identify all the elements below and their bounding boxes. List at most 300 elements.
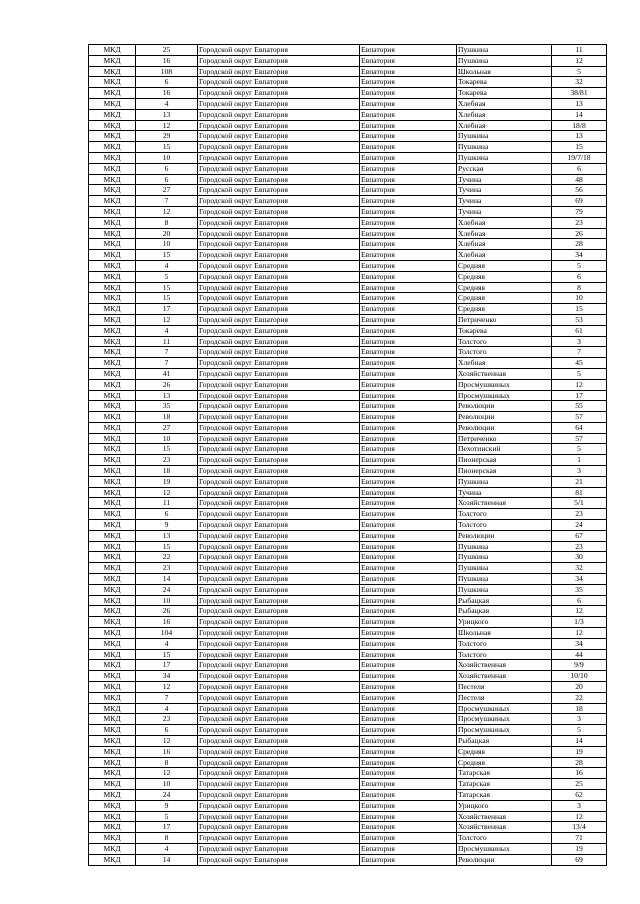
count-cell: 9: [136, 520, 198, 531]
count-cell: 6: [136, 509, 198, 520]
street-cell: Тучина: [457, 206, 552, 217]
district-cell: Городской округ Евпатория: [198, 638, 360, 649]
object-type-cell: МКД: [89, 390, 136, 401]
district-cell: Городской округ Евпатория: [198, 109, 360, 120]
street-cell: Толстого: [457, 520, 552, 531]
house-number-cell: 12: [552, 606, 607, 617]
object-type-cell: МКД: [89, 822, 136, 833]
street-cell: Средняя: [457, 282, 552, 293]
street-cell: Пушкина: [457, 131, 552, 142]
object-type-cell: МКД: [89, 854, 136, 865]
object-type-cell: МКД: [89, 509, 136, 520]
city-cell: Евпатория: [360, 314, 457, 325]
city-cell: Евпатория: [360, 833, 457, 844]
count-cell: 7: [136, 692, 198, 703]
count-cell: 7: [136, 196, 198, 207]
district-cell: Городской округ Евпатория: [198, 196, 360, 207]
city-cell: Евпатория: [360, 412, 457, 423]
count-cell: 13: [136, 390, 198, 401]
street-cell: Пушкина: [457, 152, 552, 163]
count-cell: 10: [136, 595, 198, 606]
city-cell: Евпатория: [360, 466, 457, 477]
count-cell: 23: [136, 455, 198, 466]
count-cell: 12: [136, 682, 198, 693]
count-cell: 4: [136, 638, 198, 649]
street-cell: Урицкого: [457, 800, 552, 811]
city-cell: Евпатория: [360, 509, 457, 520]
city-cell: Евпатория: [360, 768, 457, 779]
house-number-cell: 5/1: [552, 498, 607, 509]
count-cell: 6: [136, 77, 198, 88]
object-type-cell: МКД: [89, 746, 136, 757]
table-row: [89, 368, 607, 379]
object-type-cell: МКД: [89, 476, 136, 487]
count-cell: 12: [136, 314, 198, 325]
street-cell: Татарская: [457, 779, 552, 790]
count-cell: 6: [136, 725, 198, 736]
house-number-cell: 3: [552, 466, 607, 477]
district-cell: Городской округ Евпатория: [198, 422, 360, 433]
object-type-cell: МКД: [89, 131, 136, 142]
district-cell: Городской округ Евпатория: [198, 163, 360, 174]
city-cell: Евпатория: [360, 98, 457, 109]
city-cell: Евпатория: [360, 45, 457, 56]
street-cell: Пионерская: [457, 466, 552, 477]
object-type-cell: МКД: [89, 671, 136, 682]
house-number-cell: 5: [552, 66, 607, 77]
house-number-cell: 69: [552, 854, 607, 865]
count-cell: 4: [136, 843, 198, 854]
street-cell: Петриченко: [457, 433, 552, 444]
house-number-cell: 17: [552, 390, 607, 401]
table-row: [89, 530, 607, 541]
district-cell: Городской округ Евпатория: [198, 314, 360, 325]
table-row: [89, 466, 607, 477]
street-cell: Пехотинский: [457, 444, 552, 455]
street-cell: Толстого: [457, 509, 552, 520]
object-type-cell: МКД: [89, 649, 136, 660]
table-row: [89, 412, 607, 423]
city-cell: Евпатория: [360, 574, 457, 585]
count-cell: 27: [136, 185, 198, 196]
address-table: [88, 44, 607, 866]
count-cell: 29: [136, 131, 198, 142]
count-cell: 17: [136, 822, 198, 833]
count-cell: 13: [136, 530, 198, 541]
object-type-cell: МКД: [89, 250, 136, 261]
house-number-cell: 14: [552, 736, 607, 747]
street-cell: Хозяйственная: [457, 368, 552, 379]
house-number-cell: 10: [552, 293, 607, 304]
object-type-cell: МКД: [89, 455, 136, 466]
city-cell: Евпатория: [360, 379, 457, 390]
city-cell: Евпатория: [360, 714, 457, 725]
street-cell: Толстого: [457, 649, 552, 660]
table-row: [89, 401, 607, 412]
house-number-cell: 23: [552, 217, 607, 228]
street-cell: Хозяйственная: [457, 822, 552, 833]
object-type-cell: МКД: [89, 768, 136, 779]
district-cell: Городской округ Евпатория: [198, 304, 360, 315]
count-cell: 15: [136, 250, 198, 261]
house-number-cell: 10/10: [552, 671, 607, 682]
table-row: [89, 692, 607, 703]
district-cell: Городской округ Евпатория: [198, 692, 360, 703]
street-cell: Рыбацкая: [457, 736, 552, 747]
house-number-cell: 28: [552, 239, 607, 250]
object-type-cell: МКД: [89, 77, 136, 88]
count-cell: 11: [136, 498, 198, 509]
count-cell: 12: [136, 736, 198, 747]
district-cell: Городской округ Евпатория: [198, 131, 360, 142]
city-cell: Евпатория: [360, 520, 457, 531]
street-cell: Толстого: [457, 336, 552, 347]
table-row: [89, 617, 607, 628]
city-cell: Евпатория: [360, 584, 457, 595]
district-cell: Городской округ Евпатория: [198, 854, 360, 865]
district-cell: Городской округ Евпатория: [198, 574, 360, 585]
district-cell: Городской округ Евпатория: [198, 800, 360, 811]
street-cell: Хлебная: [457, 217, 552, 228]
house-number-cell: 35: [552, 584, 607, 595]
street-cell: Школьная: [457, 66, 552, 77]
table-row: [89, 358, 607, 369]
object-type-cell: МКД: [89, 347, 136, 358]
city-cell: Евпатория: [360, 541, 457, 552]
district-cell: Городской округ Евпатория: [198, 55, 360, 66]
table-row: [89, 271, 607, 282]
district-cell: Городской округ Евпатория: [198, 293, 360, 304]
district-cell: Городской округ Евпатория: [198, 325, 360, 336]
city-cell: Евпатория: [360, 800, 457, 811]
district-cell: Городской округ Евпатория: [198, 617, 360, 628]
object-type-cell: МКД: [89, 66, 136, 77]
city-cell: Евпатория: [360, 142, 457, 153]
city-cell: Евпатория: [360, 131, 457, 142]
district-cell: Городской округ Евпатория: [198, 833, 360, 844]
city-cell: Евпатория: [360, 293, 457, 304]
object-type-cell: МКД: [89, 574, 136, 585]
count-cell: 10: [136, 152, 198, 163]
city-cell: Евпатория: [360, 304, 457, 315]
table-row: [89, 88, 607, 99]
street-cell: Хлебная: [457, 358, 552, 369]
house-number-cell: 19: [552, 746, 607, 757]
table-row: [89, 638, 607, 649]
count-cell: 108: [136, 66, 198, 77]
street-cell: Революции: [457, 401, 552, 412]
object-type-cell: МКД: [89, 239, 136, 250]
count-cell: 5: [136, 271, 198, 282]
object-type-cell: МКД: [89, 725, 136, 736]
table-row: [89, 811, 607, 822]
street-cell: Хлебная: [457, 109, 552, 120]
street-cell: Средняя: [457, 757, 552, 768]
city-cell: Евпатория: [360, 260, 457, 271]
table-row: [89, 163, 607, 174]
table-row: [89, 228, 607, 239]
object-type-cell: МКД: [89, 466, 136, 477]
house-number-cell: 71: [552, 833, 607, 844]
city-cell: Евпатория: [360, 401, 457, 412]
table-row: [89, 455, 607, 466]
city-cell: Евпатория: [360, 250, 457, 261]
city-cell: Евпатория: [360, 368, 457, 379]
house-number-cell: 5: [552, 368, 607, 379]
object-type-cell: МКД: [89, 498, 136, 509]
district-cell: Городской округ Евпатория: [198, 822, 360, 833]
table-row: [89, 390, 607, 401]
district-cell: Городской округ Евпатория: [198, 66, 360, 77]
street-cell: Хозяйственная: [457, 498, 552, 509]
table-row: [89, 109, 607, 120]
house-number-cell: 62: [552, 789, 607, 800]
street-cell: Тучина: [457, 487, 552, 498]
count-cell: 41: [136, 368, 198, 379]
count-cell: 19: [136, 476, 198, 487]
street-cell: Пушкина: [457, 563, 552, 574]
district-cell: Городской округ Евпатория: [198, 282, 360, 293]
district-cell: Городской округ Евпатория: [198, 714, 360, 725]
object-type-cell: МКД: [89, 45, 136, 56]
table-row: [89, 98, 607, 109]
count-cell: 24: [136, 584, 198, 595]
house-number-cell: 57: [552, 433, 607, 444]
table-row: [89, 574, 607, 585]
district-cell: Городской округ Евпатория: [198, 174, 360, 185]
city-cell: Евпатория: [360, 628, 457, 639]
object-type-cell: МКД: [89, 606, 136, 617]
house-number-cell: 48: [552, 174, 607, 185]
count-cell: 20: [136, 228, 198, 239]
table-row: [89, 120, 607, 131]
table-row: [89, 779, 607, 790]
street-cell: Просмушкиных: [457, 725, 552, 736]
street-cell: Тучина: [457, 174, 552, 185]
district-cell: Городской округ Евпатория: [198, 444, 360, 455]
count-cell: 15: [136, 649, 198, 660]
street-cell: Пушкина: [457, 541, 552, 552]
table-row: [89, 347, 607, 358]
object-type-cell: МКД: [89, 163, 136, 174]
count-cell: 12: [136, 206, 198, 217]
street-cell: Татарская: [457, 789, 552, 800]
city-cell: Евпатория: [360, 239, 457, 250]
house-number-cell: 6: [552, 271, 607, 282]
table-row: [89, 206, 607, 217]
count-cell: 35: [136, 401, 198, 412]
table-row: [89, 487, 607, 498]
object-type-cell: МКД: [89, 811, 136, 822]
city-cell: Евпатория: [360, 206, 457, 217]
city-cell: Евпатория: [360, 347, 457, 358]
object-type-cell: МКД: [89, 789, 136, 800]
object-type-cell: МКД: [89, 368, 136, 379]
street-cell: Пушкина: [457, 584, 552, 595]
house-number-cell: 12: [552, 628, 607, 639]
district-cell: Городской округ Евпатория: [198, 401, 360, 412]
house-number-cell: 81: [552, 487, 607, 498]
table-row: [89, 789, 607, 800]
street-cell: Пушкина: [457, 142, 552, 153]
house-number-cell: 13/4: [552, 822, 607, 833]
object-type-cell: МКД: [89, 584, 136, 595]
count-cell: 10: [136, 433, 198, 444]
house-number-cell: 3: [552, 336, 607, 347]
count-cell: 22: [136, 552, 198, 563]
district-cell: Городской округ Евпатория: [198, 412, 360, 423]
table-row: [89, 260, 607, 271]
city-cell: Евпатория: [360, 282, 457, 293]
table-row: [89, 142, 607, 153]
count-cell: 6: [136, 163, 198, 174]
city-cell: Евпатория: [360, 595, 457, 606]
count-cell: 12: [136, 120, 198, 131]
house-number-cell: 19: [552, 843, 607, 854]
street-cell: Толстого: [457, 347, 552, 358]
district-cell: Городской округ Евпатория: [198, 498, 360, 509]
count-cell: 15: [136, 293, 198, 304]
district-cell: Городской округ Евпатория: [198, 487, 360, 498]
table-row: [89, 563, 607, 574]
district-cell: Городской округ Евпатория: [198, 45, 360, 56]
count-cell: 18: [136, 412, 198, 423]
table-row: [89, 606, 607, 617]
city-cell: Евпатория: [360, 55, 457, 66]
house-number-cell: 18: [552, 703, 607, 714]
object-type-cell: МКД: [89, 325, 136, 336]
street-cell: Хозяйственная: [457, 660, 552, 671]
district-cell: Городской округ Евпатория: [198, 368, 360, 379]
street-cell: Петриченко: [457, 314, 552, 325]
district-cell: Городской округ Евпатория: [198, 682, 360, 693]
count-cell: 26: [136, 379, 198, 390]
count-cell: 34: [136, 671, 198, 682]
district-cell: Городской округ Евпатория: [198, 746, 360, 757]
house-number-cell: 34: [552, 638, 607, 649]
count-cell: 16: [136, 55, 198, 66]
city-cell: Евпатория: [360, 163, 457, 174]
count-cell: 8: [136, 757, 198, 768]
house-number-cell: 18/8: [552, 120, 607, 131]
table-row: [89, 325, 607, 336]
district-cell: Городской округ Евпатория: [198, 725, 360, 736]
object-type-cell: МКД: [89, 682, 136, 693]
district-cell: Городской округ Евпатория: [198, 271, 360, 282]
table-row: [89, 250, 607, 261]
district-cell: Городской округ Евпатория: [198, 142, 360, 153]
district-cell: Городской округ Евпатория: [198, 530, 360, 541]
object-type-cell: МКД: [89, 703, 136, 714]
city-cell: Евпатория: [360, 638, 457, 649]
street-cell: Средняя: [457, 746, 552, 757]
district-cell: Городской округ Евпатория: [198, 152, 360, 163]
count-cell: 4: [136, 260, 198, 271]
house-number-cell: 67: [552, 530, 607, 541]
table-row: [89, 682, 607, 693]
object-type-cell: МКД: [89, 98, 136, 109]
city-cell: Евпатория: [360, 692, 457, 703]
city-cell: Евпатория: [360, 703, 457, 714]
object-type-cell: МКД: [89, 282, 136, 293]
district-cell: Городской округ Евпатория: [198, 185, 360, 196]
house-number-cell: 64: [552, 422, 607, 433]
object-type-cell: МКД: [89, 563, 136, 574]
count-cell: 12: [136, 487, 198, 498]
house-number-cell: 3: [552, 714, 607, 725]
street-cell: Революции: [457, 530, 552, 541]
district-cell: Городской округ Евпатория: [198, 433, 360, 444]
city-cell: Евпатория: [360, 422, 457, 433]
city-cell: Евпатория: [360, 358, 457, 369]
house-number-cell: 57: [552, 412, 607, 423]
district-cell: Городской округ Евпатория: [198, 736, 360, 747]
district-cell: Городской округ Евпатория: [198, 239, 360, 250]
object-type-cell: МКД: [89, 174, 136, 185]
city-cell: Евпатория: [360, 606, 457, 617]
city-cell: Евпатория: [360, 433, 457, 444]
table-row: [89, 476, 607, 487]
house-number-cell: 11: [552, 45, 607, 56]
district-cell: Городской округ Евпатория: [198, 757, 360, 768]
object-type-cell: МКД: [89, 660, 136, 671]
house-number-cell: 9/9: [552, 660, 607, 671]
city-cell: Евпатория: [360, 671, 457, 682]
house-number-cell: 28: [552, 757, 607, 768]
house-number-cell: 13: [552, 98, 607, 109]
table-row: [89, 854, 607, 865]
house-number-cell: 25: [552, 779, 607, 790]
table-row: [89, 768, 607, 779]
district-cell: Городской округ Евпатория: [198, 843, 360, 854]
table-row: [89, 520, 607, 531]
count-cell: 104: [136, 628, 198, 639]
table-row: [89, 217, 607, 228]
table-row: [89, 422, 607, 433]
district-cell: Городской округ Евпатория: [198, 520, 360, 531]
street-cell: Революции: [457, 422, 552, 433]
table-row: [89, 45, 607, 56]
count-cell: 6: [136, 174, 198, 185]
table-row: [89, 649, 607, 660]
object-type-cell: МКД: [89, 293, 136, 304]
house-number-cell: 14: [552, 109, 607, 120]
district-cell: Городской округ Евпатория: [198, 98, 360, 109]
table-row: [89, 660, 607, 671]
count-cell: 5: [136, 811, 198, 822]
street-cell: Средняя: [457, 304, 552, 315]
district-cell: Городской округ Евпатория: [198, 358, 360, 369]
street-cell: Хлебная: [457, 228, 552, 239]
district-cell: Городской округ Евпатория: [198, 595, 360, 606]
house-number-cell: 32: [552, 77, 607, 88]
street-cell: Тучина: [457, 196, 552, 207]
count-cell: 13: [136, 109, 198, 120]
object-type-cell: МКД: [89, 444, 136, 455]
table-row: [89, 433, 607, 444]
house-number-cell: 79: [552, 206, 607, 217]
street-cell: Просмушкиных: [457, 714, 552, 725]
house-number-cell: 56: [552, 185, 607, 196]
city-cell: Евпатория: [360, 66, 457, 77]
table-row: [89, 379, 607, 390]
district-cell: Городской округ Евпатория: [198, 584, 360, 595]
table-row: [89, 152, 607, 163]
house-number-cell: 32: [552, 563, 607, 574]
object-type-cell: МКД: [89, 152, 136, 163]
city-cell: Евпатория: [360, 152, 457, 163]
count-cell: 17: [136, 660, 198, 671]
